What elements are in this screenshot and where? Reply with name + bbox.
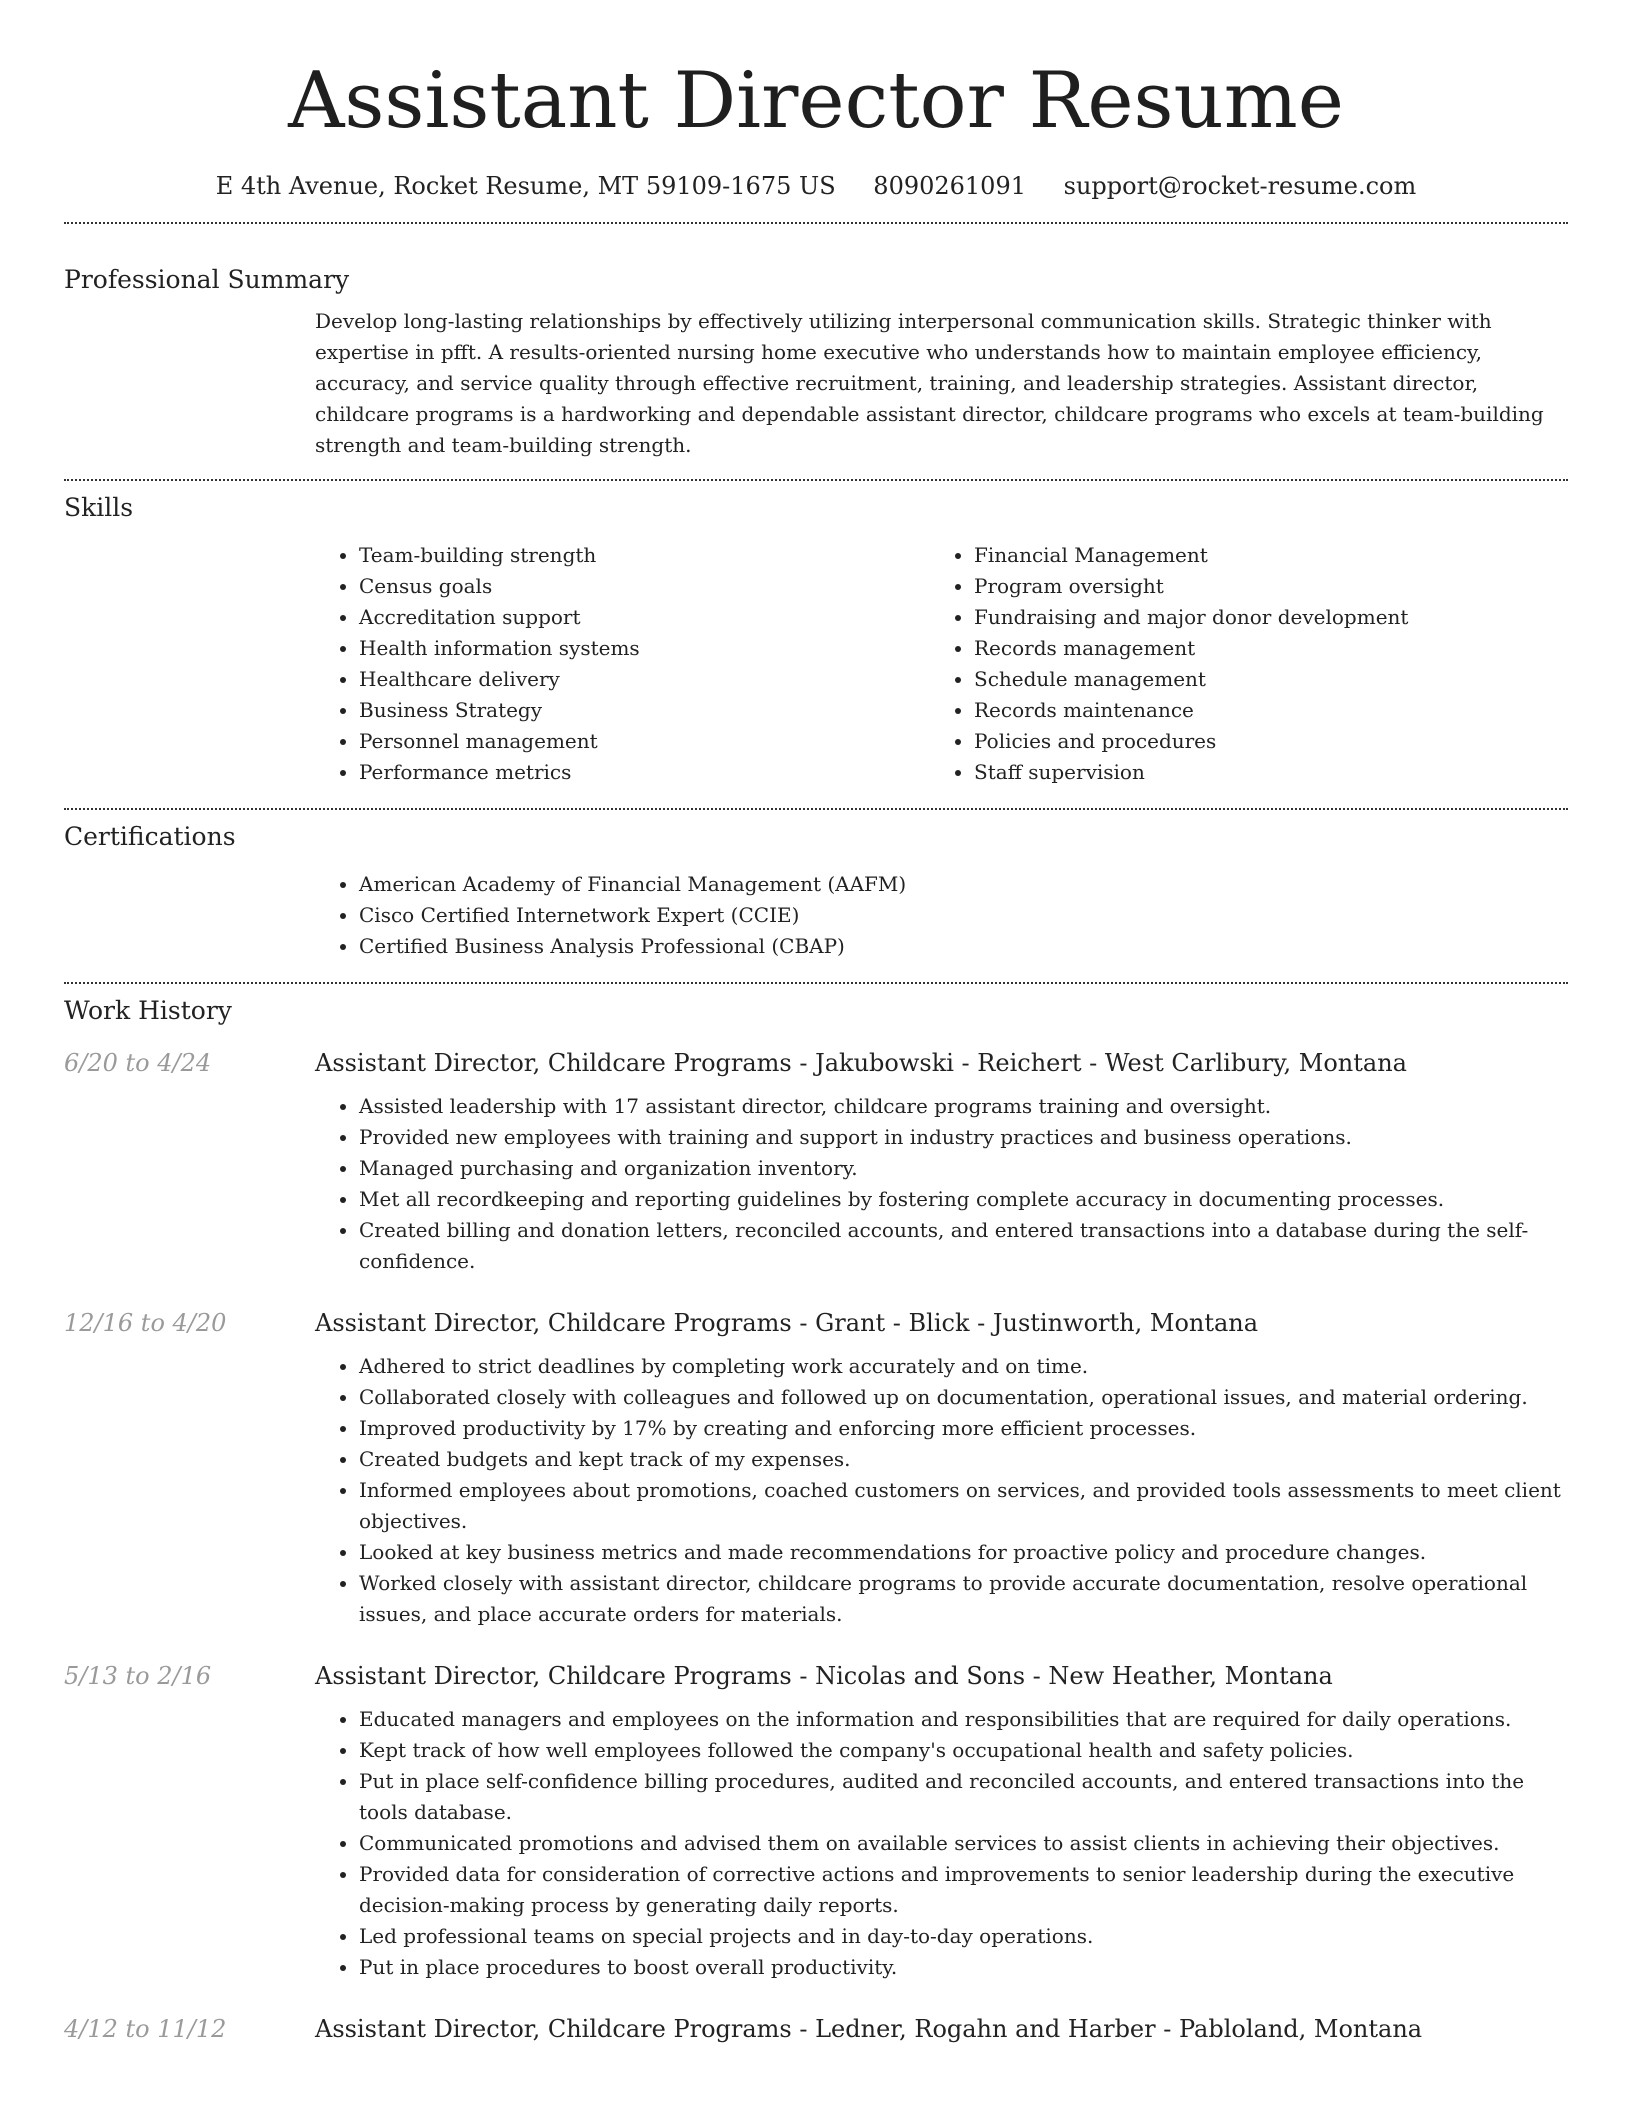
job-bullet: • Created billing and donation letters, reconciled accounts, and entered transactions into a database during the self-confidence. bbox=[359, 1215, 1568, 1277]
contact-address: E 4th Avenue, Rocket Resume, MT 59109-1675 US bbox=[215, 172, 836, 200]
resume-page bbox=[64, 0, 1568, 2045]
section-heading-certifications: Certifications bbox=[64, 822, 236, 851]
job-bullet: • Managed purchasing and organization inventory. bbox=[359, 1153, 1568, 1184]
skill-item: • Schedule management bbox=[974, 664, 1545, 695]
section-heading-work: Work History bbox=[64, 996, 232, 1025]
job-bullet: • Put in place procedures to boost overall productivity. bbox=[359, 1952, 1568, 1983]
section-heading-skills: Skills bbox=[64, 493, 134, 522]
job-header bbox=[64, 2013, 1568, 2045]
job-bullet: • Met all recordkeeping and reporting guidelines by fostering complete accuracy in documenting processes. bbox=[359, 1184, 1568, 1215]
section-heading-summary: Professional Summary bbox=[64, 265, 350, 294]
job-title: Assistant Director, Childcare Programs - Ledner, Rogahn and Harber - Pabloland, Montana bbox=[315, 2015, 1423, 2043]
certification-item: • American Academy of Financial Management (AAFM) bbox=[359, 869, 1568, 900]
summary-block bbox=[315, 306, 1568, 461]
skill-item: • Accreditation support bbox=[359, 602, 930, 633]
divider bbox=[64, 808, 1568, 810]
skill-item: • Fundraising and major donor development bbox=[974, 602, 1545, 633]
job-bullet: • Collaborated closely with colleagues and followed up on documentation, operational issues, and material ordering. bbox=[359, 1382, 1568, 1413]
divider bbox=[64, 222, 1568, 224]
skill-item: • Performance metrics bbox=[359, 757, 930, 788]
job-bullets bbox=[315, 1704, 1568, 1983]
job-date: 6/20 to 4/24 bbox=[64, 1049, 212, 1077]
certification-item: • Certified Business Analysis Professional (CBAP) bbox=[359, 931, 1568, 962]
skill-item: • Records maintenance bbox=[974, 695, 1545, 726]
skill-item: • Census goals bbox=[359, 571, 930, 602]
job-bullet: • Provided new employees with training and support in industry practices and business operations. bbox=[359, 1122, 1568, 1153]
divider bbox=[64, 982, 1568, 984]
skill-item: • Staff supervision bbox=[974, 757, 1545, 788]
skill-item: • Healthcare delivery bbox=[359, 664, 930, 695]
job-date: 4/12 to 11/12 bbox=[64, 2015, 227, 2043]
job-entry bbox=[64, 1047, 1568, 1277]
skill-item: • Business Strategy bbox=[359, 695, 930, 726]
job-bullet: • Looked at key business metrics and made recommendations for proactive policy and procedure changes. bbox=[359, 1537, 1568, 1568]
job-entry bbox=[64, 2013, 1568, 2045]
skill-item: • Team-building strength bbox=[359, 540, 930, 571]
job-bullet: • Adhered to strict deadlines by completing work accurately and on time. bbox=[359, 1351, 1568, 1382]
job-bullet: • Put in place self-confidence billing procedures, audited and reconciled accounts, and entered transactions into the tools database. bbox=[359, 1766, 1568, 1828]
skills-column-left bbox=[315, 540, 930, 788]
job-bullet: • Communicated promotions and advised them on available services to assist clients in achieving their objectives. bbox=[359, 1828, 1568, 1859]
job-bullet: • Kept track of how well employees followed the company's occupational health and safety policies. bbox=[359, 1735, 1568, 1766]
job-header bbox=[64, 1047, 1568, 1079]
skill-item: • Financial Management bbox=[974, 540, 1545, 571]
contact-email[interactable]: support@rocket-resume.com bbox=[1063, 172, 1417, 200]
resume-title: Assistant Director Resume bbox=[288, 56, 1344, 146]
job-entry bbox=[64, 1307, 1568, 1630]
contact-line bbox=[64, 170, 1568, 202]
skill-item: • Records management bbox=[974, 633, 1545, 664]
skill-item: • Personnel management bbox=[359, 726, 930, 757]
job-bullet: • Educated managers and employees on the information and responsibilities that are required for daily operations. bbox=[359, 1704, 1568, 1735]
job-bullet: • Assisted leadership with 17 assistant director, childcare programs training and oversight. bbox=[359, 1091, 1568, 1122]
skill-item: • Health information systems bbox=[359, 633, 930, 664]
divider bbox=[64, 479, 1568, 481]
skill-item: • Program oversight bbox=[974, 571, 1545, 602]
job-bullet: • Worked closely with assistant director, childcare programs to provide accurate documentation, resolve operational issues, and place accurate orders for materials. bbox=[359, 1568, 1568, 1630]
skill-item: • Policies and procedures bbox=[974, 726, 1545, 757]
certification-item: • Cisco Certified Internetwork Expert (CCIE) bbox=[359, 900, 1568, 931]
job-date: 12/16 to 4/20 bbox=[64, 1309, 227, 1337]
skills-grid bbox=[315, 540, 1568, 788]
job-bullet: • Led professional teams on special projects and in day-to-day operations. bbox=[359, 1921, 1568, 1952]
certifications-block bbox=[315, 869, 1568, 962]
job-title: Assistant Director, Childcare Programs - Grant - Blick - Justinworth, Montana bbox=[315, 1309, 1259, 1337]
job-bullet: • Created budgets and kept track of my expenses. bbox=[359, 1444, 1568, 1475]
skills-column-right bbox=[930, 540, 1545, 788]
job-entry bbox=[64, 1660, 1568, 1983]
summary-text: Develop long-lasting relationships by effectively utilizing interpersonal communication skills. Strategic thinker with expertise in pfft. A results-oriented nursing home executive who understands how to maintain employee efficiency, accuracy, and service quality through effective recruitment, training, and leadership strategies. Assistant director, childcare programs is a hardworking and dependable assistant director, childcare programs who excels at team-building strength and team-building strength. bbox=[315, 309, 1544, 457]
job-bullets bbox=[315, 1091, 1568, 1277]
job-title: Assistant Director, Childcare Programs - Jakubowski - Reichert - West Carlibury, Montana bbox=[315, 1049, 1407, 1077]
job-date: 5/13 to 2/16 bbox=[64, 1662, 212, 1690]
job-bullets bbox=[315, 1351, 1568, 1630]
job-header bbox=[64, 1660, 1568, 1692]
job-title: Assistant Director, Childcare Programs - Nicolas and Sons - New Heather, Montana bbox=[315, 1662, 1333, 1690]
job-bullet: • Informed employees about promotions, coached customers on services, and provided tools assessments to meet client objectives. bbox=[359, 1475, 1568, 1537]
job-bullet: • Provided data for consideration of corrective actions and improvements to senior leadership during the executive decision-making process by generating daily reports. bbox=[359, 1859, 1568, 1921]
job-header bbox=[64, 1307, 1568, 1339]
contact-phone: 8090261091 bbox=[873, 172, 1026, 200]
job-bullet: • Improved productivity by 17% by creating and enforcing more efficient processes. bbox=[359, 1413, 1568, 1444]
